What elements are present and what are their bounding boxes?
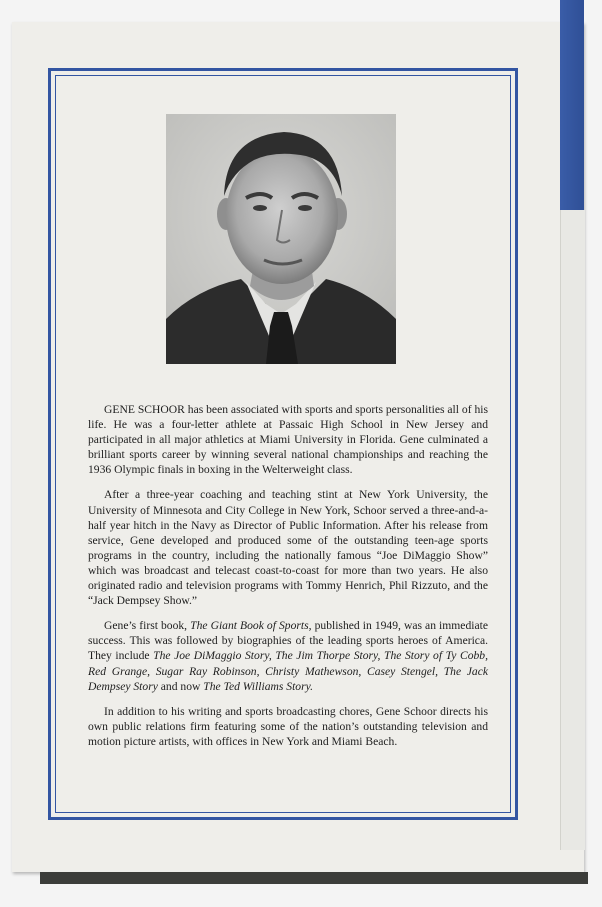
- spine-blue-strip: [560, 0, 584, 210]
- book-title-ted-williams-story: The Ted Williams Story.: [203, 679, 314, 693]
- book-titles-list: The Joe DiMaggio Story, The Jim Thorpe Story, The Story of Ty Cobb, Red Grange, Sugar Ray Robinson, Christy Mathewson, Casey Stengel, The Jack Dempsey Story: [88, 649, 488, 693]
- bio-paragraph-4: In addition to his writing and sports broadcasting chores, Gene Schoor directs his own public relations firm featuring some of the nation’s outstanding television and motion picture artists, with offices in New York and Miami Beach.: [88, 704, 488, 748]
- author-portrait-photo: [166, 114, 396, 364]
- bio-paragraph-2: After a three-year coaching and teaching stint at New York University, the University of Minnesota and City College in New York, Schoor served a three-and-a-half year hitch in the Navy as Director of Public Information. After his release from service, Gene developed and produced some of the outstanding teen-age sports programs in the country, including the nationally famous “Joe DiMaggio Show” which was broadcast and telecast coast-to-coast for more than two years. He also originated radio and television programs with Tommy Henrich, Phil Rizzuto, and the “Jack Dempsey Show.”: [88, 488, 488, 608]
- author-biography: [88, 402, 488, 759]
- book-title-giant-book-of-sports: The Giant Book of Sports,: [190, 619, 312, 633]
- bio-p3-text-3: and now: [157, 679, 204, 693]
- bio-p3-text-2: published in 1949, was an immediate success. This was followed by biographies of the leading sports heroes of America. They include: [88, 619, 488, 663]
- bio-paragraph-1: GENE SCHOOR has been associated with sports and sports personalities all of his life. He was a four-letter athlete at Passaic High School in New Jersey and participated in all major athletics at Miami University in Florida. Gene culminated a brilliant sports career by winning several national championships and reaching the 1936 Olympic finals in boxing in the Welterweight class.: [88, 403, 488, 477]
- bio-p3-text-1: Gene’s first book,: [104, 619, 191, 633]
- spine-edge: [560, 210, 585, 850]
- bio-paragraph-3: [88, 618, 488, 693]
- book-board-edge: [40, 872, 588, 884]
